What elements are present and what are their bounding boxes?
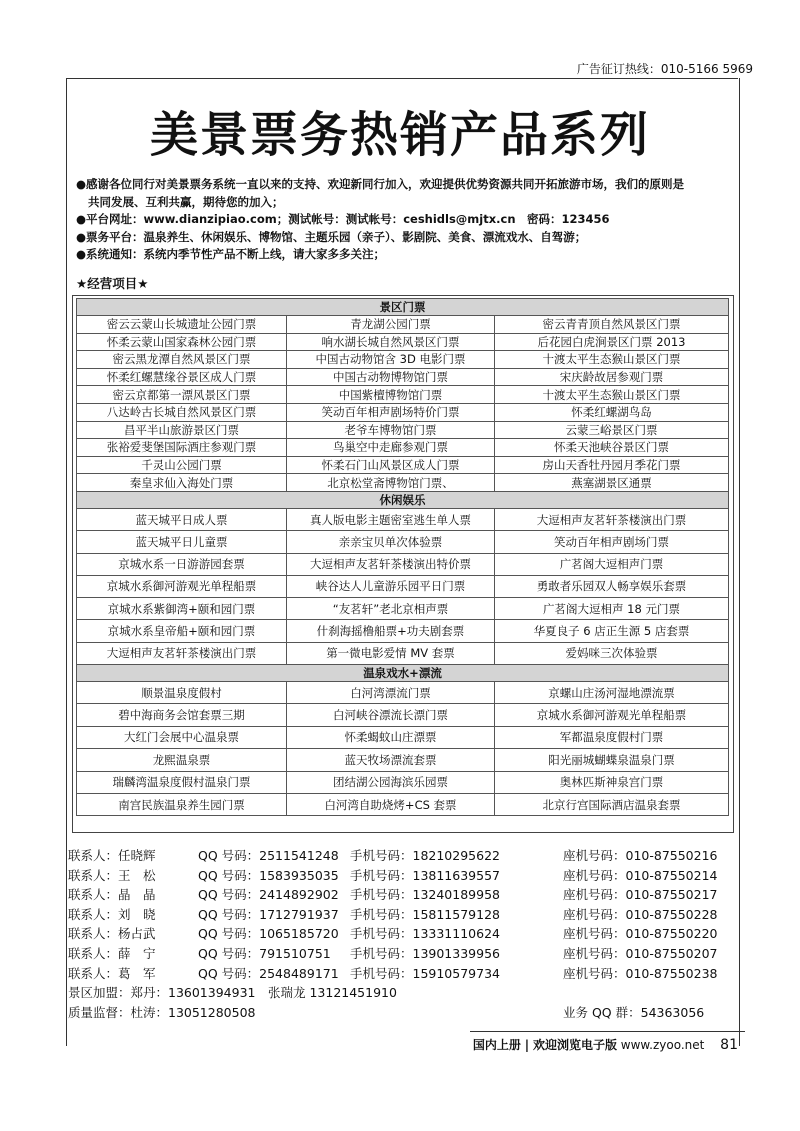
table-cell: 张裕爱斐堡国际酒庄参观门票 bbox=[77, 439, 287, 457]
product-table bbox=[76, 298, 729, 816]
contact-row bbox=[68, 924, 748, 944]
table-cell: 奥林匹斯神泉宫门票 bbox=[495, 771, 729, 793]
table-cell: 龙熙温泉票 bbox=[77, 749, 287, 771]
intro-block bbox=[76, 176, 736, 264]
table-cell: “友茗轩”老北京相声票 bbox=[287, 598, 495, 620]
table-cell: 十渡太平生态猴山景区门票 bbox=[495, 386, 729, 404]
table-cell: 峡谷达人儿童游乐园平日门票 bbox=[287, 575, 495, 597]
table-cell: 笑动百年相声剧场门票 bbox=[495, 531, 729, 553]
table-cell: 鸟巢空中走廊参观门票 bbox=[287, 439, 495, 457]
table-cell: 中国紫檀博物馆门票 bbox=[287, 386, 495, 404]
table-cell: 阳光丽城蝴蝶泉温泉门票 bbox=[495, 749, 729, 771]
table-cell: 碧中海商务会馆套票三期 bbox=[77, 704, 287, 726]
table-cell: 蓝天城平日成人票 bbox=[77, 508, 287, 530]
quality-row bbox=[68, 1003, 748, 1023]
table-cell: 京城水系御河游观光单程船票 bbox=[495, 704, 729, 726]
table-cell: 广茗阁大逗相声门票 bbox=[495, 553, 729, 575]
footer-slogan: 欢迎浏览电子版 bbox=[532, 1038, 617, 1052]
table-cell: 房山天香牡丹园月季花门票 bbox=[495, 456, 729, 474]
contact-mobile: 手机号码：13331110624 bbox=[350, 926, 500, 942]
ad-hotline: 广告征订热线：010-5166 5969 bbox=[576, 62, 753, 76]
contact-name: 联系人：薛 宁 bbox=[68, 945, 156, 961]
contact-row bbox=[68, 885, 748, 905]
table-cell: 秦皇求仙入海处门票 bbox=[77, 474, 287, 492]
table-cell: 真人版电影主题密室逃生单人票 bbox=[287, 508, 495, 530]
contact-mobile: 手机号码：15910579734 bbox=[350, 965, 500, 981]
table-cell: 爱妈咪三次体验票 bbox=[495, 642, 729, 664]
contact-mobile: 手机号码：15811579128 bbox=[350, 906, 500, 922]
table-cell: 密云青青顶自然风景区门票 bbox=[495, 316, 729, 334]
table-cell: 南宫民族温泉养生园门票 bbox=[77, 793, 287, 815]
contact-phone: 座机号码：010-87550207 bbox=[563, 945, 718, 961]
table-cell: 大逗相声友茗轩茶楼演出特价票 bbox=[287, 553, 495, 575]
contact-name: 联系人：葛 军 bbox=[68, 965, 156, 981]
table-cell: 宋庆龄故居参观门票 bbox=[495, 368, 729, 386]
business-label: ★经营项目★ bbox=[76, 276, 149, 291]
intro-line-ticket-platform: ●票务平台：温泉养生、休闲娱乐、博物馆、主题乐园（亲子）、影剧院、美食、漂流戏水、自驾游； bbox=[76, 229, 587, 244]
table-cell: 广茗阁大逗相声 18 元门票 bbox=[495, 598, 729, 620]
contact-row bbox=[68, 944, 748, 964]
contact-phone: 座机号码：010-87550216 bbox=[563, 848, 718, 863]
footer-label: 国内上册 bbox=[472, 1038, 521, 1052]
table-cell: 华夏良子 6 店正生源 5 店套票 bbox=[495, 620, 729, 642]
section-header-scenic: 景区门票 bbox=[77, 299, 729, 316]
table-cell: 白河湾自助烧烤+CS 套票 bbox=[287, 793, 495, 815]
table-cell: 密云黑龙潭自然风景区门票 bbox=[77, 351, 287, 369]
footer-separator: | bbox=[524, 1038, 530, 1052]
table-cell: 中国古动物博物馆门票 bbox=[287, 368, 495, 386]
table-cell: 瑞麟湾温泉度假村温泉门票 bbox=[77, 771, 287, 793]
contact-qq: QQ 号码：1065185720 bbox=[198, 926, 339, 942]
table-cell: 北京行宫国际酒店温泉套票 bbox=[495, 793, 729, 815]
table-cell: 千灵山公园门票 bbox=[77, 456, 287, 474]
franchise-info: 景区加盟：郑丹：13601394931 张瑞龙 13121451910 bbox=[68, 985, 397, 1001]
table-cell: 十渡太平生态猴山景区门票 bbox=[495, 351, 729, 369]
table-cell: 怀柔蝎蚊山庄漂票 bbox=[287, 726, 495, 748]
table-cell: 云蒙三峪景区门票 bbox=[495, 421, 729, 439]
table-cell: 白河峡谷漂流长漂门票 bbox=[287, 704, 495, 726]
contact-phone: 座机号码：010-87550214 bbox=[563, 867, 718, 883]
table-cell: 大红门会展中心温泉票 bbox=[77, 726, 287, 748]
page-title: 美景票务热销产品系列 bbox=[149, 107, 650, 163]
contact-name: 联系人：王 松 bbox=[68, 867, 156, 883]
contact-qq: QQ 号码：2414892902 bbox=[198, 887, 339, 903]
table-cell: 京城水系紫御湾+颐和园门票 bbox=[77, 598, 287, 620]
footer-rule bbox=[470, 1031, 745, 1032]
table-cell: 亲亲宝贝单次体验票 bbox=[287, 531, 495, 553]
section-header-spring: 温泉戏水+漂流 bbox=[77, 665, 729, 682]
page-footer bbox=[473, 1036, 738, 1053]
intro-line-platform: ●平台网址：www.dianzipiao.com；测试帐号：测试帐号：ceshidls@mjtx.cn 密码：123456 bbox=[76, 212, 610, 226]
table-cell: 老爷车博物馆门票 bbox=[287, 421, 495, 439]
table-cell: 蓝天城平日儿童票 bbox=[77, 531, 287, 553]
contact-qq: QQ 号码：1583935035 bbox=[198, 867, 339, 883]
table-cell: 京城水系御河游观光单程船票 bbox=[77, 575, 287, 597]
table-cell: 团结湖公园海滨乐园票 bbox=[287, 771, 495, 793]
table-cell: 京城水系皇帝船+颐和园门票 bbox=[77, 620, 287, 642]
contact-qq: QQ 号码：2511541248 bbox=[198, 848, 339, 863]
contact-phone: 座机号码：010-87550220 bbox=[563, 926, 718, 942]
contact-mobile: 手机号码：13901339956 bbox=[350, 945, 500, 961]
contact-mobile: 手机号码：18210295622 bbox=[350, 848, 500, 863]
contacts-block bbox=[68, 846, 748, 1022]
contact-name: 联系人：刘 晓 bbox=[68, 906, 156, 922]
table-cell: 京螺山庄汤河湿地漂流票 bbox=[495, 682, 729, 704]
table-cell: 怀柔红螺慧缘谷景区成人门票 bbox=[77, 368, 287, 386]
contact-row bbox=[68, 846, 748, 866]
table-cell: 怀柔红螺湖鸟岛 bbox=[495, 403, 729, 421]
contact-qq: QQ 号码：791510751 bbox=[198, 945, 331, 961]
contact-row bbox=[68, 905, 748, 925]
contact-phone: 座机号码：010-87550238 bbox=[563, 965, 718, 981]
contact-phone: 座机号码：010-87550217 bbox=[563, 887, 718, 903]
table-cell: 昌平半山旅游景区门票 bbox=[77, 421, 287, 439]
table-cell: 燕塞湖景区通票 bbox=[495, 474, 729, 492]
table-cell: 后花园白虎涧景区门票 2013 bbox=[495, 333, 729, 351]
table-cell: 密云云蒙山长城遗址公园门票 bbox=[77, 316, 287, 334]
contact-qq: QQ 号码：2548489171 bbox=[198, 965, 339, 981]
table-cell: 大逗相声友茗轩茶楼演出门票 bbox=[495, 508, 729, 530]
contact-name: 联系人：晶 晶 bbox=[68, 887, 156, 903]
table-cell: 什刹海摇橹船票+功夫剧套票 bbox=[287, 620, 495, 642]
contact-row bbox=[68, 866, 748, 886]
table-cell: 京城水系一日游游园套票 bbox=[77, 553, 287, 575]
contact-name: 联系人：杨占武 bbox=[68, 926, 156, 942]
table-cell: 笑动百年相声剧场特价门票 bbox=[287, 403, 495, 421]
table-cell: 北京松堂斋博物馆门票、 bbox=[287, 474, 495, 492]
product-table-box bbox=[72, 295, 734, 833]
table-cell: 八达岭古长城自然风景区门票 bbox=[77, 403, 287, 421]
footer-site[interactable]: www.zyoo.net bbox=[620, 1038, 705, 1052]
contact-mobile: 手机号码：13811639557 bbox=[350, 867, 500, 883]
contact-row bbox=[68, 964, 748, 984]
qq-group: 业务 QQ 群：54363056 bbox=[563, 1004, 705, 1020]
table-cell: 大逗相声友茗轩茶楼演出门票 bbox=[77, 642, 287, 664]
section-header-leisure: 休闲娱乐 bbox=[77, 491, 729, 508]
table-cell: 响水湖长城自然风景区门票 bbox=[287, 333, 495, 351]
table-cell: 中国古动物馆含 3D 电影门票 bbox=[287, 351, 495, 369]
table-cell: 第一微电影爱情 MV 套票 bbox=[287, 642, 495, 664]
table-cell: 勇敢者乐园双人畅享娱乐套票 bbox=[495, 575, 729, 597]
table-cell: 蓝天牧场漂流套票 bbox=[287, 749, 495, 771]
page-number: 81 bbox=[720, 1037, 738, 1053]
contact-phone: 座机号码：010-87550228 bbox=[563, 906, 718, 922]
table-cell: 怀柔天池峡谷景区门票 bbox=[495, 439, 729, 457]
contact-mobile: 手机号码：13240189958 bbox=[350, 887, 500, 903]
quality-supervision: 质量监督：杜涛：13051280508 bbox=[68, 1004, 256, 1020]
intro-line-1-cont: 共同发展、互利共赢，期待您的加入； bbox=[88, 194, 284, 209]
table-cell: 怀柔云蒙山国家森林公园门票 bbox=[77, 333, 287, 351]
contact-name: 联系人：任晓辉 bbox=[68, 848, 156, 863]
intro-line-1: ●感谢各位同行对美景票务系统一直以来的支持、欢迎新同行加入，欢迎提供优势资源共同开拓旅游市场，我们的原则是 bbox=[76, 177, 685, 191]
table-cell: 密云京都第一漂风景区门票 bbox=[77, 386, 287, 404]
table-cell: 军都温泉度假村门票 bbox=[495, 726, 729, 748]
table-cell: 怀柔石门山风景区成人门票 bbox=[287, 456, 495, 474]
franchise-row bbox=[68, 983, 748, 1003]
intro-line-notice: ●系统通知：系统内季节性产品不断上线，请大家多多关注； bbox=[76, 247, 386, 261]
table-cell: 白河湾漂流门票 bbox=[287, 682, 495, 704]
contact-qq: QQ 号码：1712791937 bbox=[198, 906, 339, 922]
table-cell: 顺景温泉度假村 bbox=[77, 682, 287, 704]
table-cell: 青龙湖公园门票 bbox=[287, 316, 495, 334]
